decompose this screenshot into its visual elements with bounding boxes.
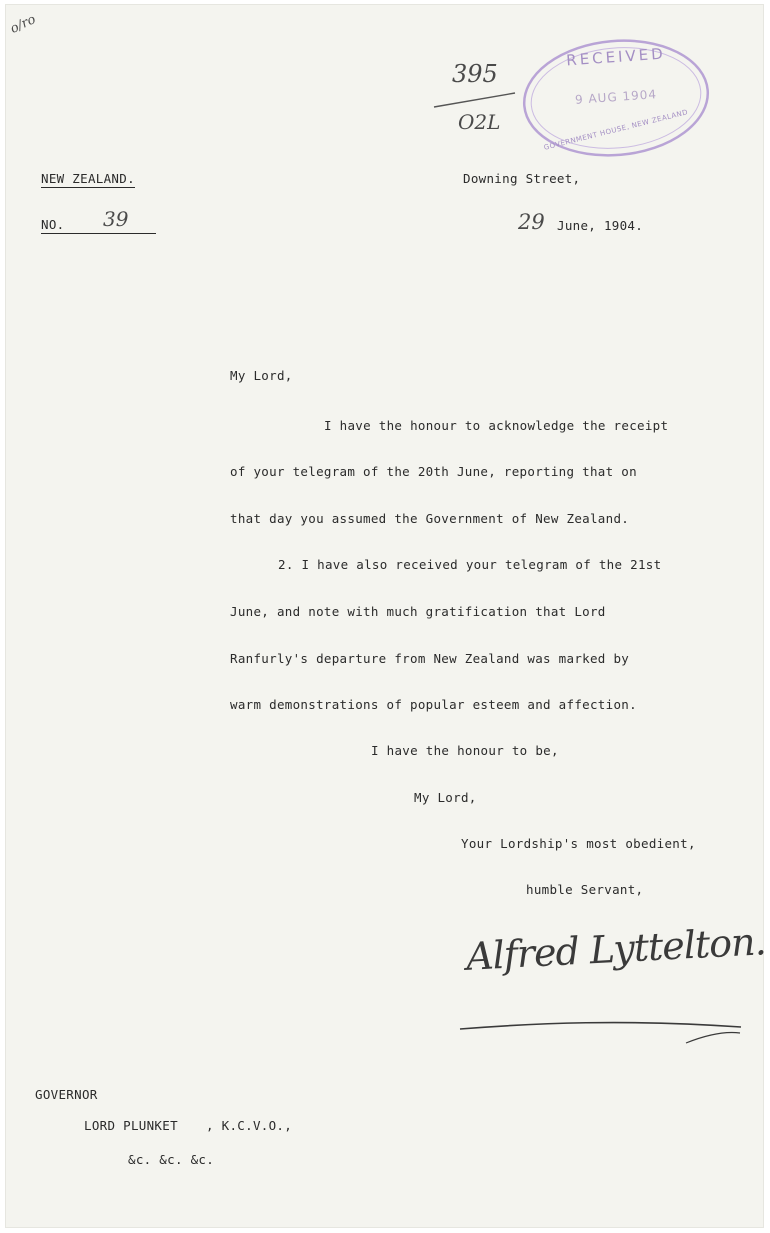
address-line: Downing Street, (463, 171, 581, 186)
date-day: 29 (518, 210, 545, 234)
salutation: My Lord, (230, 368, 293, 383)
stamp-date: 9 AUG 1904 (574, 87, 658, 107)
file-number-top: 395 (452, 60, 498, 88)
body-line: I have the honour to acknowledge the receipt (324, 418, 669, 433)
colony-heading: NEW ZEALAND. (41, 171, 135, 186)
closing-line: I have the honour to be, (371, 743, 559, 758)
closing-line: Your Lordship's most obedient, (461, 836, 696, 851)
closing-line: humble Servant, (526, 882, 644, 897)
body-line: Ranfurly's departure from New Zealand was marked by (230, 651, 630, 666)
number-value: 39 (103, 207, 129, 231)
body-line: June, and note with much gratification that Lord (230, 604, 606, 619)
signature (456, 919, 767, 1063)
stamp-label: RECEIVED (565, 44, 667, 70)
addressee-line-etc: &c. &c. &c. (128, 1152, 215, 1167)
body-line: that day you assumed the Government of New Zealand. (230, 511, 630, 526)
body-line: of your telegram of the 20th June, reporting that on (230, 464, 637, 479)
corner-file-mark: o/ro (8, 12, 39, 37)
addressee-name: LORD PLUNKET (84, 1118, 178, 1133)
fraction-line (431, 89, 521, 111)
number-label: NO. (41, 217, 65, 232)
received-stamp (521, 38, 711, 158)
body-line: 2. I have also received your telegram of the 21st (278, 557, 662, 572)
stamp-place: GOVERNMENT HOUSE, NEW ZEALAND (543, 108, 689, 152)
addressee-title: , K.C.V.O., (206, 1118, 293, 1133)
signature-text: Alfred Lyttelton. (465, 919, 767, 979)
date-rest: June, 1904. (557, 218, 644, 233)
letter-sheet (6, 5, 767, 1227)
file-number-bottom: O2L (458, 110, 501, 134)
closing-line: My Lord, (414, 790, 477, 805)
addressee-line-governor: GOVERNOR (35, 1087, 98, 1102)
signature-flourish-icon (456, 923, 756, 1063)
despatch-number (41, 209, 156, 234)
body-line: warm demonstrations of popular esteem and affection. (230, 697, 637, 712)
